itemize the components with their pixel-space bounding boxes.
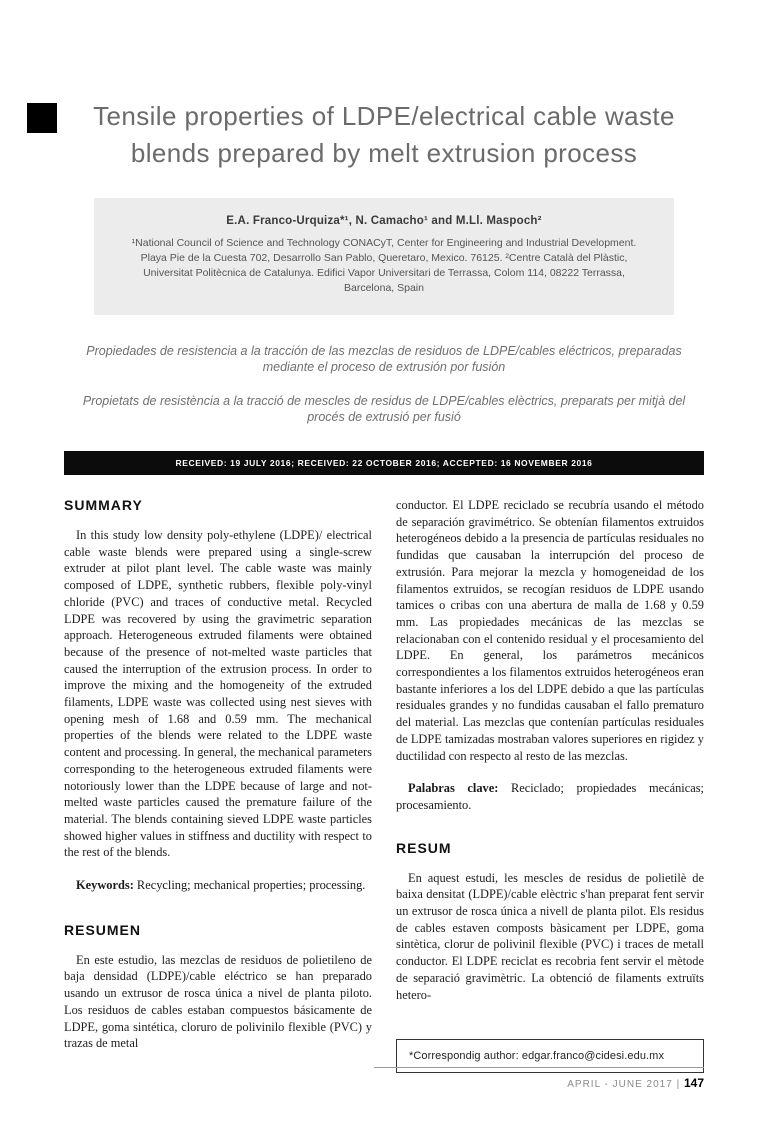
affiliations-line: ¹National Council of Science and Technology CONACyT, Center for Engineering and Industrial Development. Playa Pie de la Cuesta 702, Desarrollo San Pablo, Queretaro, Mexico. 76125. ²Centre Català del Plàstic, Universitat Politècnica de Catalunya. Edifici Vapor Universitari de Terrassa, Colom 114, 08222 Terrassa, Barcelona, Spain: [131, 237, 637, 294]
palabras-clave-text: Reciclado; propiedades mecánicas; procesamiento.: [396, 781, 704, 812]
resumen-heading: RESUMEN: [64, 921, 142, 938]
page-footer: [374, 1067, 704, 1090]
keywords-label: Keywords:: [76, 878, 134, 893]
summary-heading: SUMMARY: [64, 497, 143, 513]
footer-text: [374, 1076, 704, 1090]
two-column-body: [64, 497, 704, 1073]
resum-body: En aquest estudi, les mescles de residus de polietilè de baixa densitat (LDPE)/cable elèctric s'han preparat fent servir un extrusor de rosca única a nivell de planta pilot. Els residus de cables estaven composts bàsicament per LDPE, goma sintètica, clorur de polivinil flexible (PVC) i traces de metall conductor. El LDPE reciclat es recobria fent servir el mètode de separació gravimètric. La obtenció de filaments extruïts hetero-: [396, 870, 704, 1002]
page-content: [0, 98, 768, 1073]
received-dates-bar: RECEIVED: 19 JULY 2016; RECEIVED: 22 OCTOBER 2016; ACCEPTED: 16 NOVEMBER 2016: [64, 451, 704, 475]
left-column: [64, 497, 372, 1073]
palabras-clave-paragraph: [396, 780, 704, 813]
right-column: [396, 497, 704, 1073]
keywords-text: Recycling; mechanical properties; processing.: [133, 878, 366, 893]
page-title: Tensile properties of LDPE/electrical cable waste blends prepared by melt extrusion process: [93, 101, 675, 168]
subtitle-spanish: Propiedades de resistencia a la tracción de las mezclas de residuos de LDPE/cables eléctricos, preparadas mediante el proceso de extrusión por fusión: [86, 344, 682, 374]
keywords-paragraph: [64, 877, 372, 894]
summary-body: In this study low density poly-ethylene (LDPE)/ electrical cable waste blends were prepared using a single-screw extruder at pilot plant level. The cable waste was mainly composed of LDPE, synthetic rubbers, flexible poly-vinyl chloride (PVC) and traces of conductive metal. Recycled LDPE was recovered by using the gravimetric separation approach. Heterogeneous extruded filaments were obtained because of the presence of not-melted waste particles that caused the interruption of the extrusion process. In order to improve the mixing and the homogeneity of the extruded filaments, LDPE waste was collected using nest sieves with opening mesh of 1.68 and 0.59 mm. The mechanical properties of the blends were related to the LDPE waste content and processing. In general, the mechanical parameters corresponding to the heterogeneous extruded filaments were notoriously lower than the LDPE because of large and not-melted waste particles caused the premature failure of the material. The blends containing sieved LDPE waste particles showed higher values in stiffness and ductility with respect to the rest of the blends.: [64, 528, 372, 860]
footer-rule: [374, 1067, 704, 1068]
corresponding-author-text: *Correspondig author: edgar.franco@cidesi.edu.mx: [409, 1050, 665, 1063]
footer-separator: |: [676, 1079, 681, 1090]
resumen-body-right: conductor. El LDPE reciclado se recubría usando el método de separación gravimétrico. Se obtenían filamentos extruidos heterogéneos debido a la presencia de partículas residuales no fundidas que causaban la interrupción del proceso de extrusión. Para mejorar la mezcla y homogeneidad de los filamentos extruidos, se recogían residuos de LDPE usando tamices o cribas con una abertura de malla de 1.68 y 0.59 mm. Las propiedades mecánicas de las mezclas se relacionaban con el contenido residual y el procesamiento del LDPE. En general, los parámetros mecánicos correspondientes a los filamentos extruidos heterogéneos eran bastante inferiores a los del LDPE debido a que las partículas residuales grandes y no fundidas causaban el fallo prematuro del material. Las mezclas que contenían partículas residuales de LDPE tamizadas mostraban valores superiores en rigidez y ductilidad con respecto al resto de las mezclas.: [396, 498, 704, 763]
palabras-clave-label: Palabras clave:: [408, 781, 499, 796]
authors-line: E.A. Franco-Urquiza*¹, N. Camacho¹ and M.Ll. Maspoch²: [226, 215, 542, 227]
corner-marker: [27, 103, 57, 133]
footer-page-number: 147: [683, 1076, 704, 1090]
authors-box: [94, 198, 674, 315]
subtitle-catalan: Propietats de resistència a la tracció de mescles de residus de LDPE/cables elèctrics, preparats per mitjà del procés de extrusió per fusió: [82, 394, 686, 424]
footer-issue: APRIL - JUNE 2017: [567, 1079, 673, 1090]
resumen-body-left: En este estudio, las mezclas de residuos de polietileno de baja densidad (LDPE)/cable eléctrico se han preparado usando un extrusor de rosca única a nivel de planta piloto. Los residuos de cables estaban compuestos básicamente de LDPE, goma sintética, cloruro de polivinilo flexible (PVC) y trazas de metal: [64, 952, 372, 1051]
resum-heading: RESUM: [396, 839, 452, 856]
